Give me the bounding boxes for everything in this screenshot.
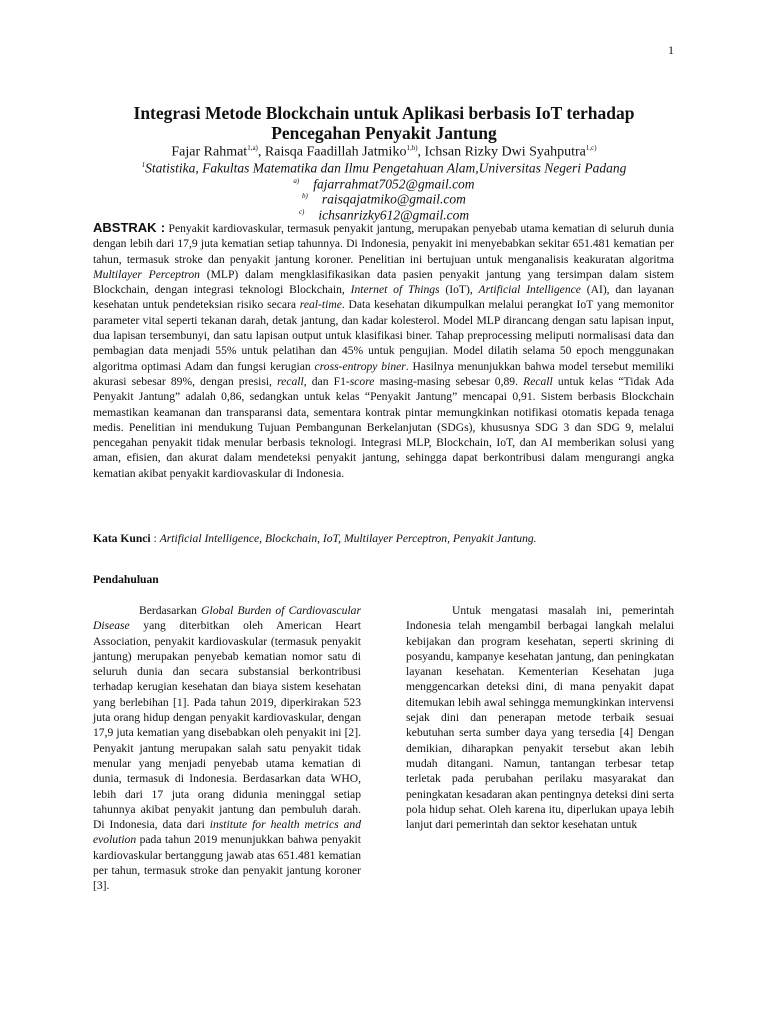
email-marker: b) [302,192,308,200]
affiliation-text: Statistika, Fakultas Matematika dan Ilmu Pengetahuan Alam,Universitas Negeri Padang [145,160,627,176]
page-number: 1 [668,43,674,57]
author-name: Raisqa Faadillah Jatmiko [264,144,407,160]
section-heading: Pendahuluan [93,573,159,586]
abstract-label: ABSTRAK : [93,220,166,235]
email-address: fajarrahmat7052@gmail.com [313,176,475,192]
paragraph-text: Untuk mengatasi masalah ini, pemerintah Indonesia telah mengambil berbagai langkah melalui kebijakan dan program kesehatan, seperti skrining di posyandu, kampanye kesehatan jantung, dan peningkatan layanan kesehatan. Kementerian Kesehatan juga menggencarkan deteksi dini, di mana penyakit dapat ditemukan lebih awal sehingga memungkinkan intervensi sejak dini dan penerapan metode terbaik sesuai kebutuhan serta sumber daya yang tersedia [4] Dengan demikian, diharapkan penyakit tersebut akan lebih mudah ditangani. Namun, tantangan terbesar tetap terletak pada perubahan perilaku masyarakat dan peningkatan kesadaran akan pentingnya deteksi dini serta pola hidup sehat. Oleh karena itu, diperlukan upaya lebih lanjut dari pemerintah dan sektor kesehatan untuk [406,604,674,832]
abstract-text: untuk kelas “Tidak Ada Penyakit Jantung” adalah 0,86, sedangkan untuk kelas “Penyakit Jantung” mencapai 0,91. Sistem berbasis Blockchain memastikan keamanan dan transparansi data, sementara kontrak pintar memungkinkan notifikasi otomatis kepada tenaga medis. Penelitian ini mendukung Tujuan Pembangunan Berkelanjutan (SDGs), khususnya SDG 3 dan SDG 9, melalui pencegahan penyakit tidak menular berbasis teknologi. Integrasi MLP, Blockchain, IoT, dan AI memberikan solusi yang aman, efisien, dan akurat dalam mendeteksi penyakit jantung, sehingga dapat berkontribusi dalam mengurangi angka kematian akibat penyakit kardiovaskular di Indonesia. [93,374,675,480]
paragraph-text: pada tahun 2019 menunjukkan bahwa penyakit kardiovaskular bertanggung jawab atas 651.481 kematian per tahun, termasuk stroke dan penyakit jantung koroner [3]. [93,833,361,893]
author-affil-marker: 1,b) [406,144,418,152]
abstract-term: Multilayer Perceptron [93,267,200,281]
email-marker: a) [293,177,300,185]
abstract-term: Internet of Things [350,283,440,297]
author-name: Fajar Rahmat [171,144,248,160]
abstract-text: masing-masing sebesar 0,89. [374,374,524,388]
paragraph-term: Global Burden of Cardiovascular Disease [93,604,361,633]
abstract-text: Penyakit kardiovaskular, termasuk penyakit jantung, merupakan penyebab utama kematian di seluruh dunia dengan lebih dari 17,9 juta kematian setiap tahunnya. Di Indonesia, penyakit ini menyebabkan sekitar 651.481 kematian per tahun, termasuk stroke dan penyakit jantung koroner. Penelitian ini bertujuan untuk menganalisis keakuratan algoritma [93,222,675,266]
paragraph-term: institute for health metrics and evolution [93,818,362,847]
author-affil-marker: 1,c) [585,144,597,152]
author-list: Fajar Rahmat$^{1,a)}$, Raisqa Faadillah Jatmiko$^{1,b)}$, Ichsan Rizky Dwi Syahputra$^{1,c)}$ [171,144,597,160]
abstract-text: . Hasilnya menunjukkan bahwa model tersebut memiliki akurasi sebesar 89%, dengan presisi, [93,359,674,388]
paragraph-text: Berdasarkan [139,604,202,617]
abstract-term: score [349,374,375,388]
left-column [93,603,361,894]
abstract-text: (IoT), [439,283,479,297]
abstract-text: . Data kesehatan dikumpulkan melalui perangkat IoT yang memonitor parameter vital seperti tekanan darah, detak jantung, dan kadar kolesterol. Model MLP dirancang dengan satu lapisan input, dua lapisan tersembunyi, dan satu lapisan output untuk klasifikasi biner. Tahap preprocessing meliputi normalisasi data dan pembagian data menjadi 55% untuk pelatihan dan 45% untuk pengujian. Model dilatih selama 50 epoch menggunakan algoritma optimasi Adam dan fungsi kerugian [93,298,674,373]
abstract-text: , dan F1- [303,374,350,388]
email-address: ichsanrizky612@gmail.com [318,207,470,223]
paper-title: Integrasi Metode Blockchain untuk Aplikasi berbasis IoT terhadap Pencegahan Penyakit Jantung [133,103,635,143]
keywords-label: Kata Kunci [93,532,151,545]
keywords-list: Artificial Intelligence, Blockchain, IoT, Multilayer Perceptron, Penyakit Jantung. [159,532,537,545]
right-column [406,603,674,832]
keywords-separator: : [150,532,160,545]
abstract-text: (MLP) dalam mengklasifikasikan data pasien penyakit jantung yang tersimpan dalam sistem Blockchain, dengan integrasi teknologi Blockchain, [93,267,674,297]
abstract-term: recall [277,374,304,388]
affiliation-marker: 1 [141,161,146,169]
keywords [93,531,674,546]
abstract-text: (AI), dan layanan kesehatan untuk pendeteksian risiko secara [93,283,674,312]
paragraph-text: yang diterbitkan oleh American Heart Association, penyakit kardiovaskular (termasuk penyakit jantung) merupakan penyebab kematian nomor satu di seluruh dunia dan secara substansial berkontribusi terhadap kerugian kesehatan dan biaya sistem kesehatan yang berlebihan [1]. Pada tahun 2019, diperkirakan 523 juta orang hidup dengan penyakit kardiovaskular, dengan 17,9 juta kematian yang disebabkan oleh penyakit ini [2]. Penyakit jantung merupakan salah satu penyakit tidak menular yang menjadi penyebab utama kematian di dunia, termasuk di Indonesia. Berdasarkan data WHO, lebih dari 17 juta orang didunia meninggal setiap tahunnya akibat penyakit jantung dan pembuluh darah. Di Indonesia, data dari [93,619,361,832]
abstract-term: real-time [299,298,342,312]
abstract-term: Recall [523,374,553,388]
author-name: Ichsan Rizky Dwi Syahputra [424,144,586,160]
abstract-term: Artificial Intelligence [478,283,581,297]
abstract [93,220,674,481]
email-marker: c) [298,208,305,216]
abstract-term: cross-entropy biner [314,359,406,373]
email-address: raisqajatmiko@gmail.com [321,191,466,207]
author-affil-marker: 1,a) [247,144,258,152]
